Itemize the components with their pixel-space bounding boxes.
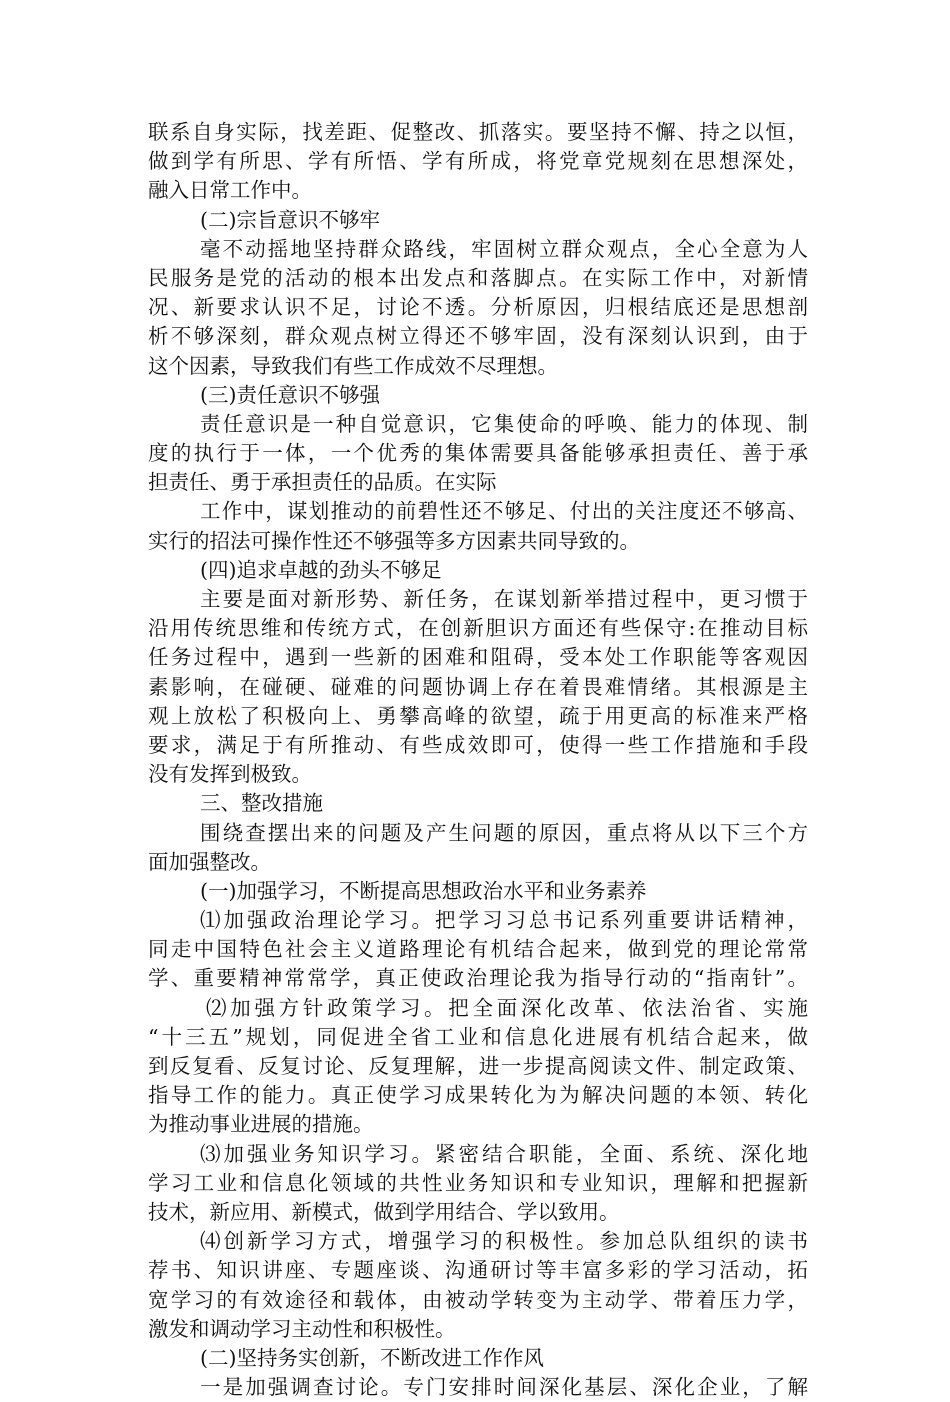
- text-line: 没有发挥到极致。: [148, 762, 312, 787]
- text-line: (二)宗旨意识不够牢: [200, 207, 380, 232]
- text-line: 激发和调动学习主动性和积极性。: [148, 1316, 456, 1341]
- text-line: 宽学习的有效途径和载体，由被动学转变为主动学、带着压力学，: [148, 1287, 808, 1312]
- text-line: 任务过程中，遇到一些新的困难和阻碍，受本处工作职能等客观因: [148, 645, 808, 670]
- text-line: 学习工业和信息化领域的共性业务知识和专业知识，理解和把握新: [148, 1170, 808, 1195]
- text-line: 同走中国特色社会主义道路理论有机结合起来，做到党的理论常常: [148, 937, 808, 962]
- text-line: (二)坚持务实创新，不断改进工作作风: [200, 1345, 544, 1370]
- text-line: 观上放松了积极向上、勇攀高峰的欲望，疏于用更高的标准来严格: [148, 703, 808, 728]
- text-line: 做到学有所思、学有所悟、学有所成，将党章党规刻在思想深处，: [148, 149, 808, 174]
- text-line: 围绕查摆出来的问题及产生问题的原因，重点将从以下三个方: [200, 820, 808, 845]
- text-line: 工作中，谋划推动的前碧性还不够足、付出的关注度还不够高、: [200, 499, 808, 524]
- text-line: 实行的招法可操作性还不够强等多方因素共同导致的。: [148, 528, 640, 553]
- text-line: ⑷创新学习方式，增强学习的积极性。参加总队组织的读书: [200, 1229, 808, 1254]
- text-line: ⑴加强政治理论学习。把学习习总书记系列重要讲话精神，: [200, 908, 808, 933]
- text-line: 指导工作的能力。真正使学习成果转化为为解决问题的本领、转化: [148, 1083, 808, 1108]
- text-line: ⑵加强方针政策学习。把全面深化改革、依法治省、实施: [206, 995, 808, 1020]
- text-line: 为推动事业进展的措施。: [148, 1112, 374, 1137]
- text-line: 主要是面对新形势、新任务，在谋划新举措过程中，更习惯于: [200, 587, 808, 611]
- text-line: (一)加强学习，不断提高思想政治水平和业务素养: [200, 878, 647, 903]
- text-line: (三)责任意识不够强: [200, 382, 380, 407]
- text-line: (四)追求卓越的劲头不够足: [200, 557, 442, 582]
- text-line: 一是加强调查讨论。专门安排时间深化基层、深化企业，了解: [200, 1375, 808, 1400]
- text-line: 这个因素，导致我们有些工作成效不尽理想。: [148, 353, 558, 378]
- text-line: 融入日常工作中。: [148, 178, 312, 203]
- text-line: 荐书、知识讲座、专题座谈、沟通研讨等丰富多彩的学习活动，拓: [148, 1258, 808, 1283]
- text-line: 素影响，在碰硬、碰难的问题协调上存在着畏难情绪。其根源是主: [148, 674, 808, 699]
- text-line: ⑶加强业务知识学习。紧密结合职能，全面、系统、深化地: [200, 1141, 808, 1166]
- text-line: 度的执行于一体，一个优秀的集体需要具备能够承担责任、善于承: [148, 441, 808, 466]
- text-line: 联系自身实际，找差距、促整改、抓落实。要坚持不懈、持之以恒，: [148, 120, 808, 144]
- text-line: 担责任、勇于承担责任的品质。在实际: [148, 470, 497, 495]
- text-line: 到反复看、反复讨论、反复理解，进一步提高阅读文件、制定政策、: [148, 1054, 808, 1078]
- text-line: “十三五”规划，同促进全省工业和信息化进展有机结合起来，做: [148, 1024, 808, 1049]
- text-line: 面加强整改。: [148, 849, 271, 874]
- text-line: 民服务是党的活动的根本出发点和落脚点。在实际工作中，对新情: [148, 265, 808, 290]
- text-line: 技术，新应用、新模式，做到学用结合、学以致用。: [148, 1199, 620, 1224]
- text-line: 责任意识是一种自觉意识，它集使命的呼唤、能力的体现、制: [200, 411, 808, 436]
- text-line: 毫不动摇地坚持群众路线，牢固树立群众观点，全心全意为人: [200, 236, 808, 261]
- text-line: 沿用传统思维和传统方式，在创新胆识方面还有些保守:在推动目标: [148, 616, 808, 641]
- text-line: 要求，满足于有所推动、有些成效即可，使得一些工作措施和手段: [148, 732, 808, 757]
- text-line: 学、重要精神常常学，真正使政治理论我为指导行动的“指南针”。: [148, 966, 808, 991]
- text-line: 况、新要求认识不足，讨论不透。分析原因，归根结底还是思想剖: [148, 295, 808, 320]
- text-line: 三、整改措施: [200, 791, 323, 816]
- text-line: 析不够深刻，群众观点树立得还不够牢固，没有深刻认识到，由于: [148, 324, 808, 349]
- document-body: [148, 118, 808, 1402]
